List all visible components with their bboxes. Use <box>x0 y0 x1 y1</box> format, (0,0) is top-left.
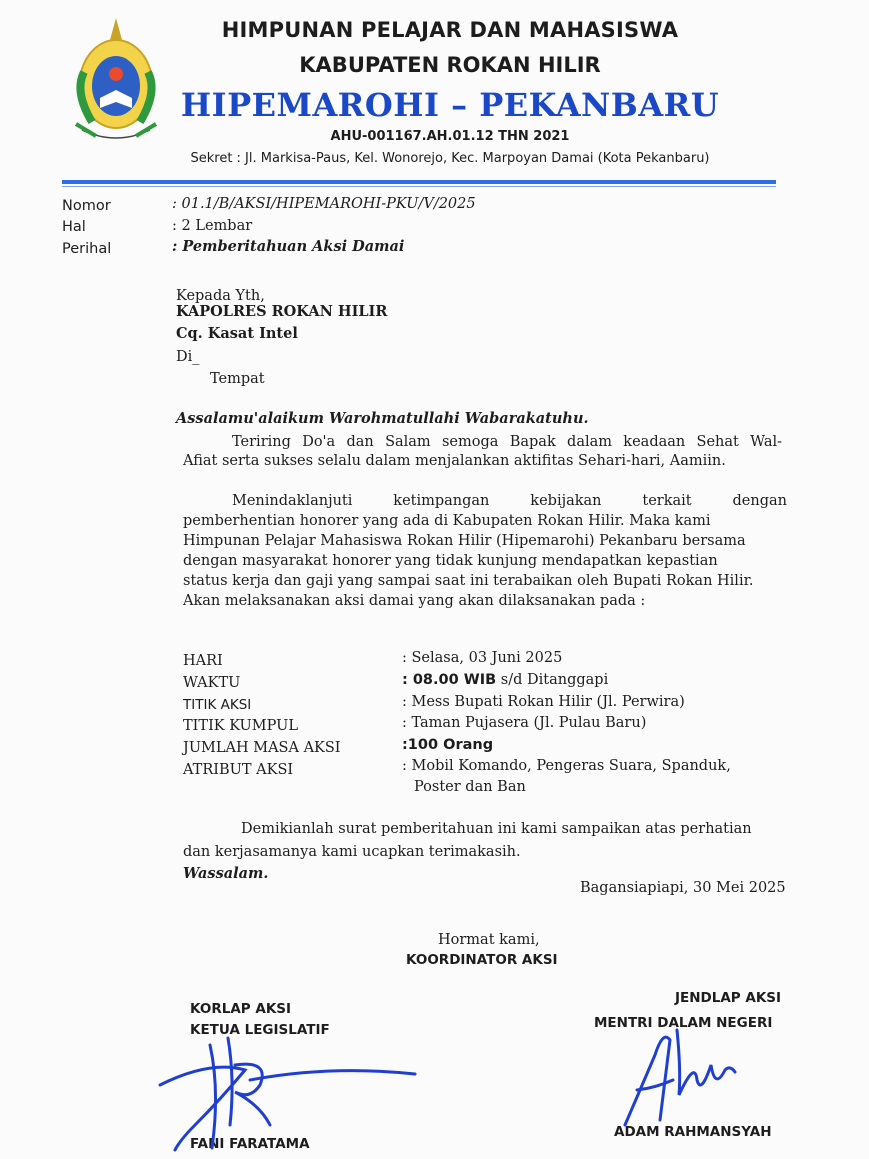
org-address: Sekret : Jl. Markisa-Paus, Kel. Wonorejo, Kec. Marpoyan Damai (Kota Pekanbaru) <box>190 151 710 166</box>
closing-regards: Hormat kami, <box>438 932 540 948</box>
para2-line1: Menindaklanjuti ketimpangan kebijakan terkait dengan <box>232 493 787 509</box>
para2-line2: pemberhentian honorer yang ada di Kabupaten Rokan Hilir. Maka kami <box>183 513 711 529</box>
para1-line1: Teriring Do'a dan Salam semoga Bapak dalam keadaan Sehat Wal- <box>232 434 782 450</box>
detail-value-waktu <box>402 671 608 689</box>
right-signature-icon <box>615 1010 755 1135</box>
detail-label-hari: HARI <box>183 653 223 669</box>
meta-value-hal: : 2 Lembar <box>172 218 253 234</box>
organization-emblem-icon <box>62 12 170 150</box>
closing-line2: dan kerjasamanya kami ucapkan terimakasih. <box>183 844 521 860</box>
detail-label-jumlah: JUMLAH MASA AKSI <box>183 740 341 756</box>
detail-value-titik-aksi: : Mess Bupati Rokan Hilir (Jl. Perwira) <box>402 694 685 710</box>
detail-value-atribut-cont: Poster dan Ban <box>414 779 526 795</box>
detail-value-waktu-rest: s/d Ditanggapi <box>496 672 609 688</box>
recipient-name: KAPOLRES ROKAN HILIR <box>176 303 388 320</box>
meta-label-hal: Hal <box>62 219 86 235</box>
detail-label-waktu: WAKTU <box>183 675 241 691</box>
letterhead-divider <box>62 180 776 184</box>
detail-label-titik-aksi: TITIK AKSI <box>183 697 252 713</box>
para2-line5: status kerja dan gaji yang sampai saat ini terabaikan oleh Bupati Rokan Hilir. <box>183 573 754 589</box>
letterhead-divider-thin <box>62 186 776 187</box>
detail-value-jumlah: :100 Orang <box>402 737 494 753</box>
left-role2: KETUA LEGISLATIF <box>190 1022 330 1038</box>
recipient-place: Tempat <box>210 371 265 387</box>
meta-label-perihal: Perihal <box>62 241 112 257</box>
left-role1: KORLAP AKSI <box>190 1001 292 1017</box>
detail-value-waktu-time: : 08.00 WIB <box>402 672 497 688</box>
left-name: FANI FARATAMA <box>190 1136 310 1152</box>
detail-value-atribut: : Mobil Komando, Pengeras Suara, Spanduk, <box>402 758 731 774</box>
org-name-line1: HIMPUNAN PELAJAR DAN MAHASISWA <box>221 18 679 42</box>
right-name: ADAM RAHMANSYAH <box>614 1124 772 1140</box>
para2-line6: Akan melaksanakan aksi damai yang akan dilaksanakan pada : <box>183 593 646 609</box>
org-title: HIPEMAROHI – PEKANBARU <box>180 86 720 124</box>
org-name-line2: KABUPATEN ROKAN HILIR <box>299 53 601 77</box>
para1-line2: Afiat serta sukses selalu dalam menjalankan aktifitas Sehari-hari, Aamiin. <box>183 453 726 469</box>
detail-value-titik-kumpul: : Taman Pujasera (Jl. Pulau Baru) <box>402 715 647 731</box>
right-role2: MENTRI DALAM NEGERI <box>594 1015 773 1031</box>
detail-label-titik-kumpul: TITIK KUMPUL <box>183 718 298 734</box>
left-signature-icon <box>150 1030 430 1155</box>
closing-coordinator: KOORDINATOR AKSI <box>406 952 558 968</box>
right-role1: JENDLAP AKSI <box>675 990 782 1006</box>
recipient-cq: Cq. Kasat Intel <box>176 325 298 342</box>
meta-value-nomor: : 01.1/B/AKSI/HIPEMAROHI-PKU/V/2025 <box>172 196 476 212</box>
salutation: Assalamu'alaikum Warohmatullahi Wabarakatuhu. <box>176 410 589 427</box>
recipient-di: Di_ <box>176 349 200 365</box>
letter-date: Bagansiapiapi, 30 Mei 2025 <box>580 880 786 896</box>
recipient-greeting: Kepada Yth, <box>176 288 265 304</box>
detail-value-hari: : Selasa, 03 Juni 2025 <box>402 650 563 666</box>
closing-line1: Demikianlah surat pemberitahuan ini kami sampaikan atas perhatian <box>241 821 752 837</box>
closing-wassalam: Wassalam. <box>183 865 269 882</box>
para2-line4: dengan masyarakat honorer yang tidak kunjung mendapatkan kepastian <box>183 553 718 569</box>
meta-label-nomor: Nomor <box>62 198 111 214</box>
meta-value-perihal: : Pemberitahuan Aksi Damai <box>172 238 405 255</box>
registration-number: AHU-001167.AH.01.12 THN 2021 <box>330 129 570 144</box>
para2-line3: Himpunan Pelajar Mahasiswa Rokan Hilir (Hipemarohi) Pekanbaru bersama <box>183 533 746 549</box>
detail-label-atribut: ATRIBUT AKSI <box>183 762 294 778</box>
